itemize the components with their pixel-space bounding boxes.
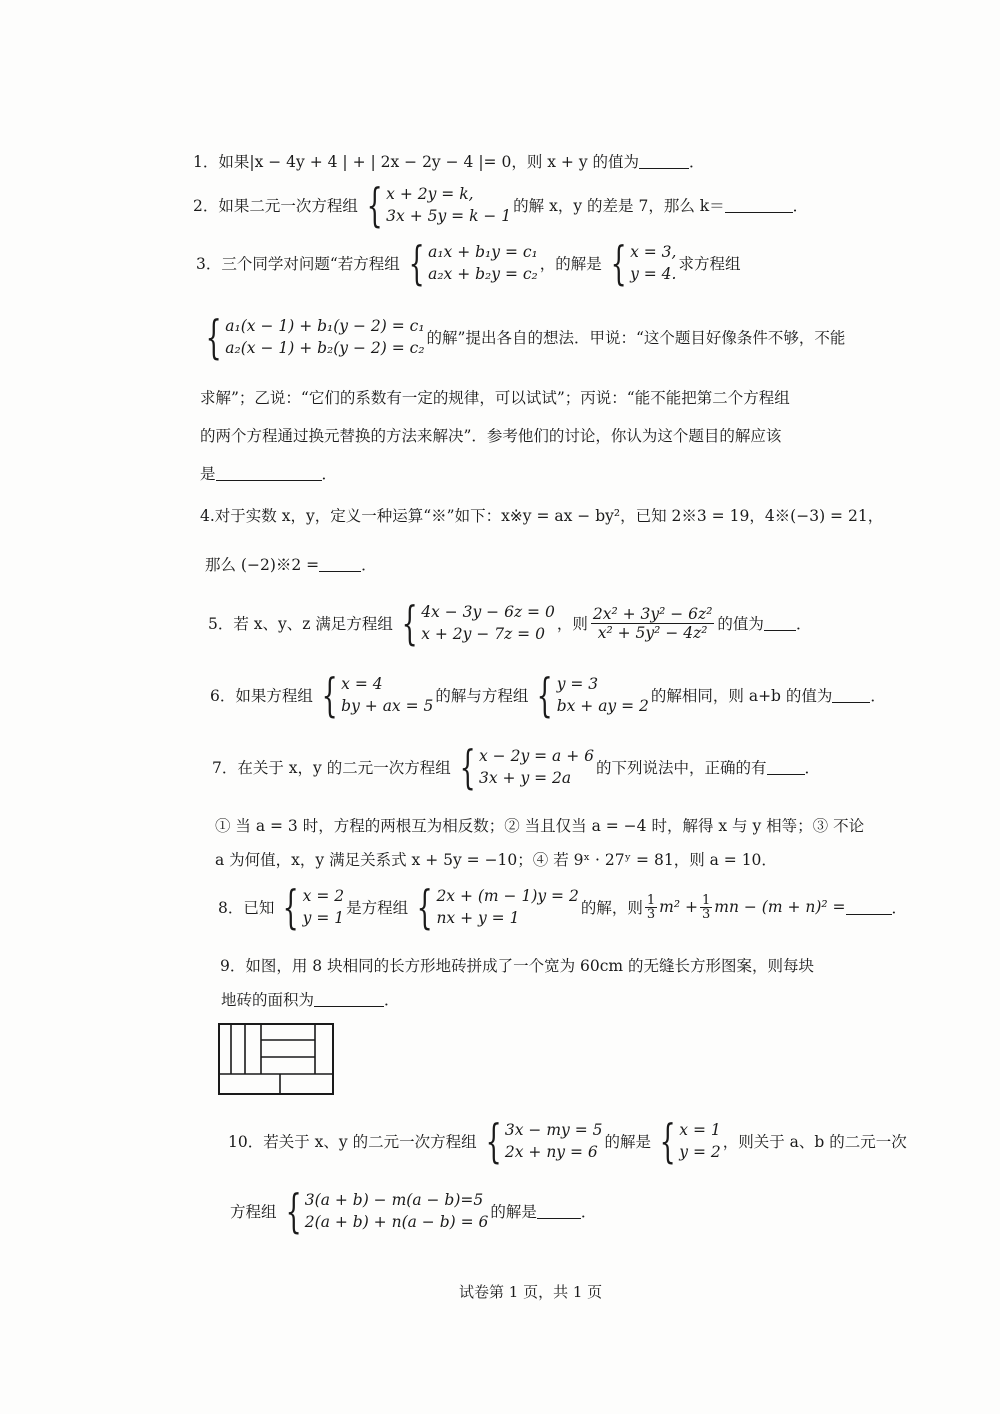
q10-solution: { x = 1 y = 2 [659, 1114, 721, 1168]
question-3-line-1: 3． 三个同学对问题“若方程组 { a₁x + b₁y = c₁ a₂x + b₂y = c₂ ，的解是 { x = 3, y = 4. 求方程组 [196, 236, 741, 290]
question-7: 7． 在关于 x，y 的二元一次方程组 { x − 2y = a + 6 3x + y = 2a 的下列说法中，正确的有 ． [212, 740, 821, 794]
q5-answer-blank[interactable] [764, 616, 796, 631]
q2-answer-blank[interactable] [725, 198, 793, 213]
q3-equation-system-1: { a₁x + b₁y = c₁ a₂x + b₂y = c₂ [408, 236, 538, 290]
question-7-options-2: a 为何值，x，y 满足关系式 x + 5y = −10；④ 若 9ˣ · 27ʸ = 81，则 a = 10． [215, 851, 777, 869]
question-9-line-1: 9．如图，用 8 块相同的长方形地砖拼成了一个宽为 60cm 的无缝长方形图案，则每块 [220, 957, 815, 975]
q4-answer-blank[interactable] [319, 557, 361, 572]
q5-fraction: $\frac{\text{2x² + 3y² − 6z²}}{\text{x² + 5y² − 4z²}}$ [592, 604, 713, 642]
q3-solution: { x = 3, y = 4. [610, 236, 677, 290]
question-3-line-4: 的两个方程通过换元替换的方法来解决”．参考他们的讨论，你认为这个题目的解应该 [200, 427, 782, 445]
q2-equation-system: { x + 2y = k, 3x + 5y = k − 1 [366, 178, 512, 232]
q1-answer-blank[interactable] [639, 154, 689, 169]
q7-equation-system: { x − 2y = a + 6 3x + y = 2a [459, 740, 595, 794]
question-2: 2． 如果二元一次方程组 { x + 2y = k, 3x + 5y = k − 1 的解 x，y 的差是 7，那么 k＝ ． [193, 178, 809, 232]
q8-equation-system: { 2x + (m − 1)y = 2 nx + y = 1 [416, 880, 579, 934]
question-9-line-2: 地砖的面积为 ． [221, 991, 400, 1009]
q3-answer-blank[interactable] [216, 466, 322, 481]
q8-fraction-2: $\frac{1}{3}$ [701, 892, 711, 922]
question-7-options-1: ① 当 a = 3 时，方程的两根互为相反数；② 当且仅当 a = −4 时，解得 x 与 y 相等；③ 不论 [215, 817, 865, 835]
q1-text: 1．如果|x − 4y + 4 | + | 2x − 2y − 4 |= 0，则 x + y 的值为 [193, 153, 640, 171]
question-6: 6． 如果方程组 { x = 4 by + ax = 5 的解与方程组 { y = 3 bx + ay = 2 的解相同，则 a+b 的值为 ． [210, 668, 886, 722]
question-3-line-5: 是 ． [200, 465, 338, 483]
question-4-line-2: 那么 (−2)※2 = ． [205, 556, 377, 574]
q6-equation-system-2: { y = 3 bx + ay = 2 [536, 668, 649, 722]
question-5: 5． 若 x、y、z 满足方程组 { 4x − 3y − 6z = 0 x + 2y − 7z = 0 ，则 $\frac{\text{2x² + 3y² − 6z²}}{\text{x² + 5y² − 4z²}}$ 的值为 ． [208, 596, 812, 650]
q9-answer-blank[interactable] [314, 992, 384, 1007]
q6-equation-system-1: { x = 4 by + ax = 5 [321, 668, 434, 722]
q10-equation-system-2: { 3(a + b) − m(a − b)=5 2(a + b) + n(a − b) = 6 [285, 1184, 489, 1238]
question-10-line-2: 方程组 { 3(a + b) − m(a − b)=5 2(a + b) + n(a − b) = 6 的解是 ． [230, 1184, 597, 1238]
tile-pattern-figure [218, 1023, 336, 1097]
question-3-line-2: { a₁(x − 1) + b₁(y − 2) = c₁ a₂(x − 1) + b₂(y − 2) = c₂ 的解”提出各自的想法．甲说：“这个题目好像条件不够，不能 [197, 314, 845, 360]
question-1: 1．如果|x − 4y + 4 | + | 2x − 2y − 4 |= 0，则 x + y 的值为 ． [193, 150, 705, 172]
q8-solution: { x = 2 y = 1 [282, 880, 345, 934]
q5-equation-system: { 4x − 3y − 6z = 0 x + 2y − 7z = 0 [401, 596, 555, 650]
q7-answer-blank[interactable] [767, 760, 805, 775]
question-3-line-3: 求解”；乙说：“它们的系数有一定的规律，可以试试”；丙说：“能不能把第二个方程组 [200, 389, 790, 407]
question-4-line-1: 4.对于实数 x，y，定义一种运算“※”如下：x※y = ax − by²，已知 2※3 = 19，4※(−3) = 21， [200, 507, 884, 525]
q10-equation-system-1: { 3x − my = 5 2x + ny = 6 [485, 1114, 603, 1168]
question-8: 8． 已知 { x = 2 y = 1 是方程组 { 2x + (m − 1)y = 2 nx + y = 1 的解，则 1 3 m² + $\frac{1}{3}$ mn − (m + n)² = ． [218, 880, 908, 934]
question-10-line-1: 10． 若关于 x、y 的二元一次方程组 { 3x − my = 5 2x + ny = 6 的解是 { x = 1 y = 2 ，则关于 a、b 的二元一次 [228, 1114, 907, 1168]
q6-answer-blank[interactable] [832, 688, 870, 703]
page-footer: 试卷第 1 页，共 1 页 [459, 1283, 603, 1301]
q3-equation-system-2: { a₁(x − 1) + b₁(y − 2) = c₁ a₂(x − 1) + b₂(y − 2) = c₂ [205, 310, 425, 364]
q10-answer-blank[interactable] [537, 1204, 581, 1219]
q8-answer-blank[interactable] [846, 900, 892, 915]
q8-fraction-1: 1 3 [646, 892, 656, 922]
outer-rectangle [219, 1024, 333, 1094]
